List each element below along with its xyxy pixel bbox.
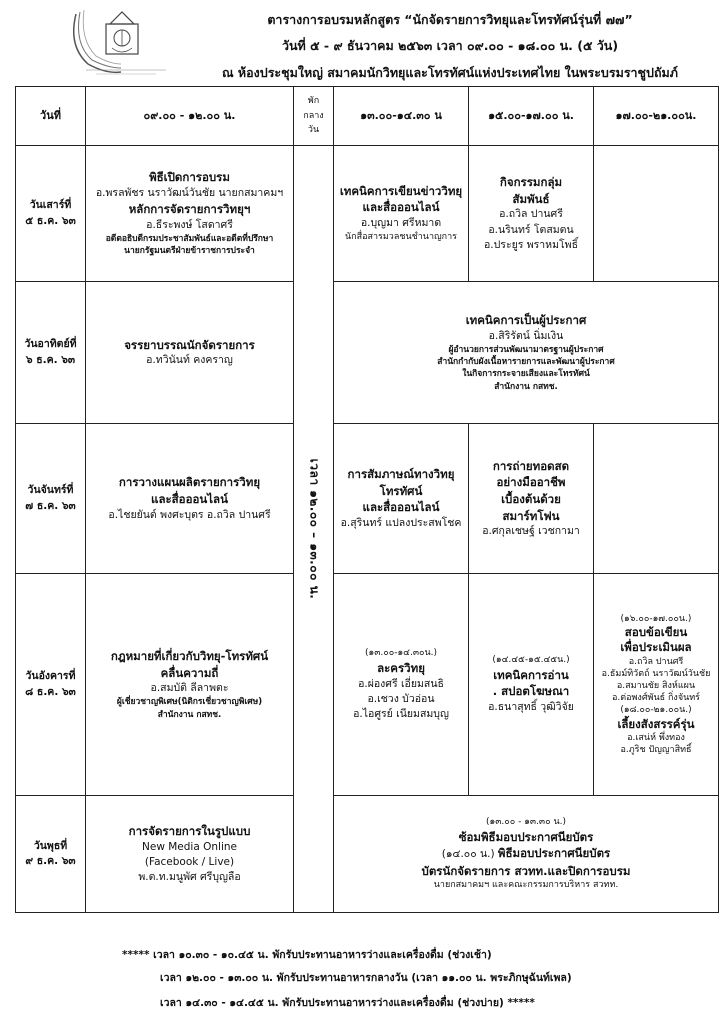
break-note-afternoon: เวลา ๑๔.๓๐ - ๑๔.๔๕ น. พักรับประทานอาหารว่างและเครื่องดื่ม (ช่วงบ่าย) *****: [160, 997, 535, 1009]
day-cell: วันพุธที่ ๙ ธ.ค. ๖๓: [16, 796, 86, 913]
header-row: [16, 87, 719, 146]
day-cell: วันอังคารที่ ๘ ธ.ค. ๖๓: [16, 574, 86, 796]
table-row: [16, 574, 719, 796]
document-title: ตารางการอบรมหลักสูตร “นักจัดรายการวิทยุและโทรทัศน์รุ่นที่ ๗๗”: [267, 12, 633, 27]
association-logo-icon: [66, 6, 176, 76]
session-cell: (๑๓.๐๐ - ๑๓.๓๐ น.) ซ้อมพิธีมอบประกาศนียบัตร (๑๔.๐๐ น.) พิธีมอบประกาศนียบัตร บัตรนักจัดรายการ สวทท.และปิดการอบรม นายกสมาคมฯ และคณะกรรมการบริหาร สวทท.: [334, 796, 719, 913]
session-cell: การสัมภาษณ์ทางวิทยุ โทรทัศน์ และสื่อออนไลน์ อ.สุรินทร์ แปลงประสพโชค: [334, 424, 469, 574]
header-late-pm: ๑๕.๐๐-๑๗.๐๐ น.: [469, 87, 594, 146]
header-lunch: พัก กลาง วัน: [294, 87, 334, 146]
lunch-break-label: เวลา ๑๒.๐๐ – ๑๓.๐๐ น.: [307, 458, 322, 600]
header-day: วันที่: [16, 87, 86, 146]
session-cell: (๑๖.๐๐-๑๗.๐๐น.) สอบข้อเขียน เพื่อประเมินผล อ.ถวิล ปานศรี อ.ธัมม์ทิวัตถ์ นราวัฒน์วันชัย อ.สมานชัย สิงห์แผน อ.ต่อพงศ์พันธ์ กิ่งจันทร์ (๑๘.๐๐-๒๑.๐๐น.) เลี้ยงสังสรรค์รุ่น อ.เสน่ห์ พึ่งทอง อ.ภูริช ปัญญาสิทธิ์: [594, 574, 719, 796]
session-cell: (๑๓.๐๐-๑๔.๓๐น.) ละครวิทยุ อ.ผ่องศรี เอี่ยมสนธิ อ.เชวง บัวอ่อน อ.ไอศูรย์ เนียมสมบุญ: [334, 574, 469, 796]
session-cell: จรรยาบรรณนักจัดรายการ อ.ทวินันท์ คงคราญ: [86, 282, 294, 424]
document-venue-line: ณ ห้องประชุมใหญ่ สมาคมนักวิทยุและโทรทัศน์แห่งประเทศไทย ในพระบรมราชูปถัมภ์: [221, 65, 679, 80]
session-cell: การวางแผนผลิตรายการวิทยุ และสื่อออนไลน์ อ.ไชยยันต์ พงศะบุตร อ.ถวิล ปานศรี: [86, 424, 294, 574]
session-cell-empty: [594, 146, 719, 282]
session-cell: (๑๔.๔๕-๑๕.๔๕น.) เทคนิคการอ่าน . สปอตโฆษณา อ.ธนาสุทธิ์ วุฒิวิจัย: [469, 574, 594, 796]
session-cell: การจัดรายการในรูปแบบ New Media Online (Facebook / Live) พ.ต.ท.มนูพัศ ศรีบุญลือ: [86, 796, 294, 913]
session-cell: พิธีเปิดการอบรม อ.พรลพัชร นราวัฒน์วันชัย นายกสมาคมฯ หลักการจัดรายการวิทยุฯ อ.ธีระพงษ์ โสดาศรี อดีตอธิบดีกรมประชาสัมพันธ์และอดีตที่ปรึกษา นายกรัฐมนตรีฝ่ายข้าราชการประจำ: [86, 146, 294, 282]
schedule-table: [15, 86, 719, 913]
day-cell: วันเสาร์ที่ ๕ ธ.ค. ๖๓: [16, 146, 86, 282]
day-cell: วันอาทิตย์ที่ ๖ ธ.ค. ๖๓: [16, 282, 86, 424]
session-cell: เทคนิคการเขียนข่าววิทยุ และสื่อออนไลน์ อ.บุญมา ศรีหมาด นักสื่อสารมวลชนชำนาญการ: [334, 146, 469, 282]
session-cell-empty: [594, 424, 719, 574]
header-morning: ๐๙.๐๐ - ๑๒.๐๐ น.: [86, 87, 294, 146]
day-cell: วันจันทร์ที่ ๗ ธ.ค. ๖๓: [16, 424, 86, 574]
lunch-break-cell: [294, 146, 334, 913]
session-cell: กิจกรรมกลุ่ม สัมพันธ์ อ.ถวิล ปานศรี อ.นรินทร์ โตสมตน อ.ประยูร พราหมโพธิ์: [469, 146, 594, 282]
table-row: [16, 146, 719, 282]
header-evening: ๑๗.๐๐-๒๑.๐๐น.: [594, 87, 719, 146]
session-cell: การถ่ายทอดสด อย่างมืออาชีพ เบื้องต้นด้วย สมาร์ทโฟน อ.ศกุลเชษฐ์ เวชกามา: [469, 424, 594, 574]
table-row: [16, 424, 719, 574]
break-note-morning: ***** เวลา ๑๐.๓๐ - ๑๐.๔๕ น. พักรับประทานอาหารว่างและเครื่องดื่ม (ช่วงเช้า): [122, 949, 492, 961]
session-cell: เทคนิคการเป็นผู้ประกาศ อ.สิริรัตน์ นิ่มเงิน ผู้อำนวยการส่วนพัฒนามาตรฐานผู้ประกาศ สำนักกำกับผังเนื้อหารายการและพัฒนาผู้ประกาศ ในกิจการกระจายเสียงและโทรทัศน์ สำนักงาน กสทช.: [334, 282, 719, 424]
session-cell: กฎหมายที่เกี่ยวกับวิทยุ-โทรทัศน์ คลื่นความถี่ อ.สมบัติ ลีลาพตะ ผู้เชี่ยวชาญพิเศษ(นิติกรเชี่ยวชาญพิเศษ) สำนักงาน กสทช.: [86, 574, 294, 796]
document-date-line: วันที่ ๕ - ๙ ธันวาคม ๒๕๖๓ เวลา ๐๙.๐๐ - ๑๘.๐๐ น. (๕ วัน): [281, 38, 619, 53]
table-row: [16, 796, 719, 913]
break-note-lunch: เวลา ๑๒.๐๐ - ๑๓.๐๐ น. พักรับประทานอาหารกลางวัน (เวลา ๑๑.๐๐ น. พระภิกษุฉันท์เพล): [160, 972, 572, 984]
header-early-pm: ๑๓.๐๐-๑๔.๓๐ น: [334, 87, 469, 146]
table-row: [16, 282, 719, 424]
